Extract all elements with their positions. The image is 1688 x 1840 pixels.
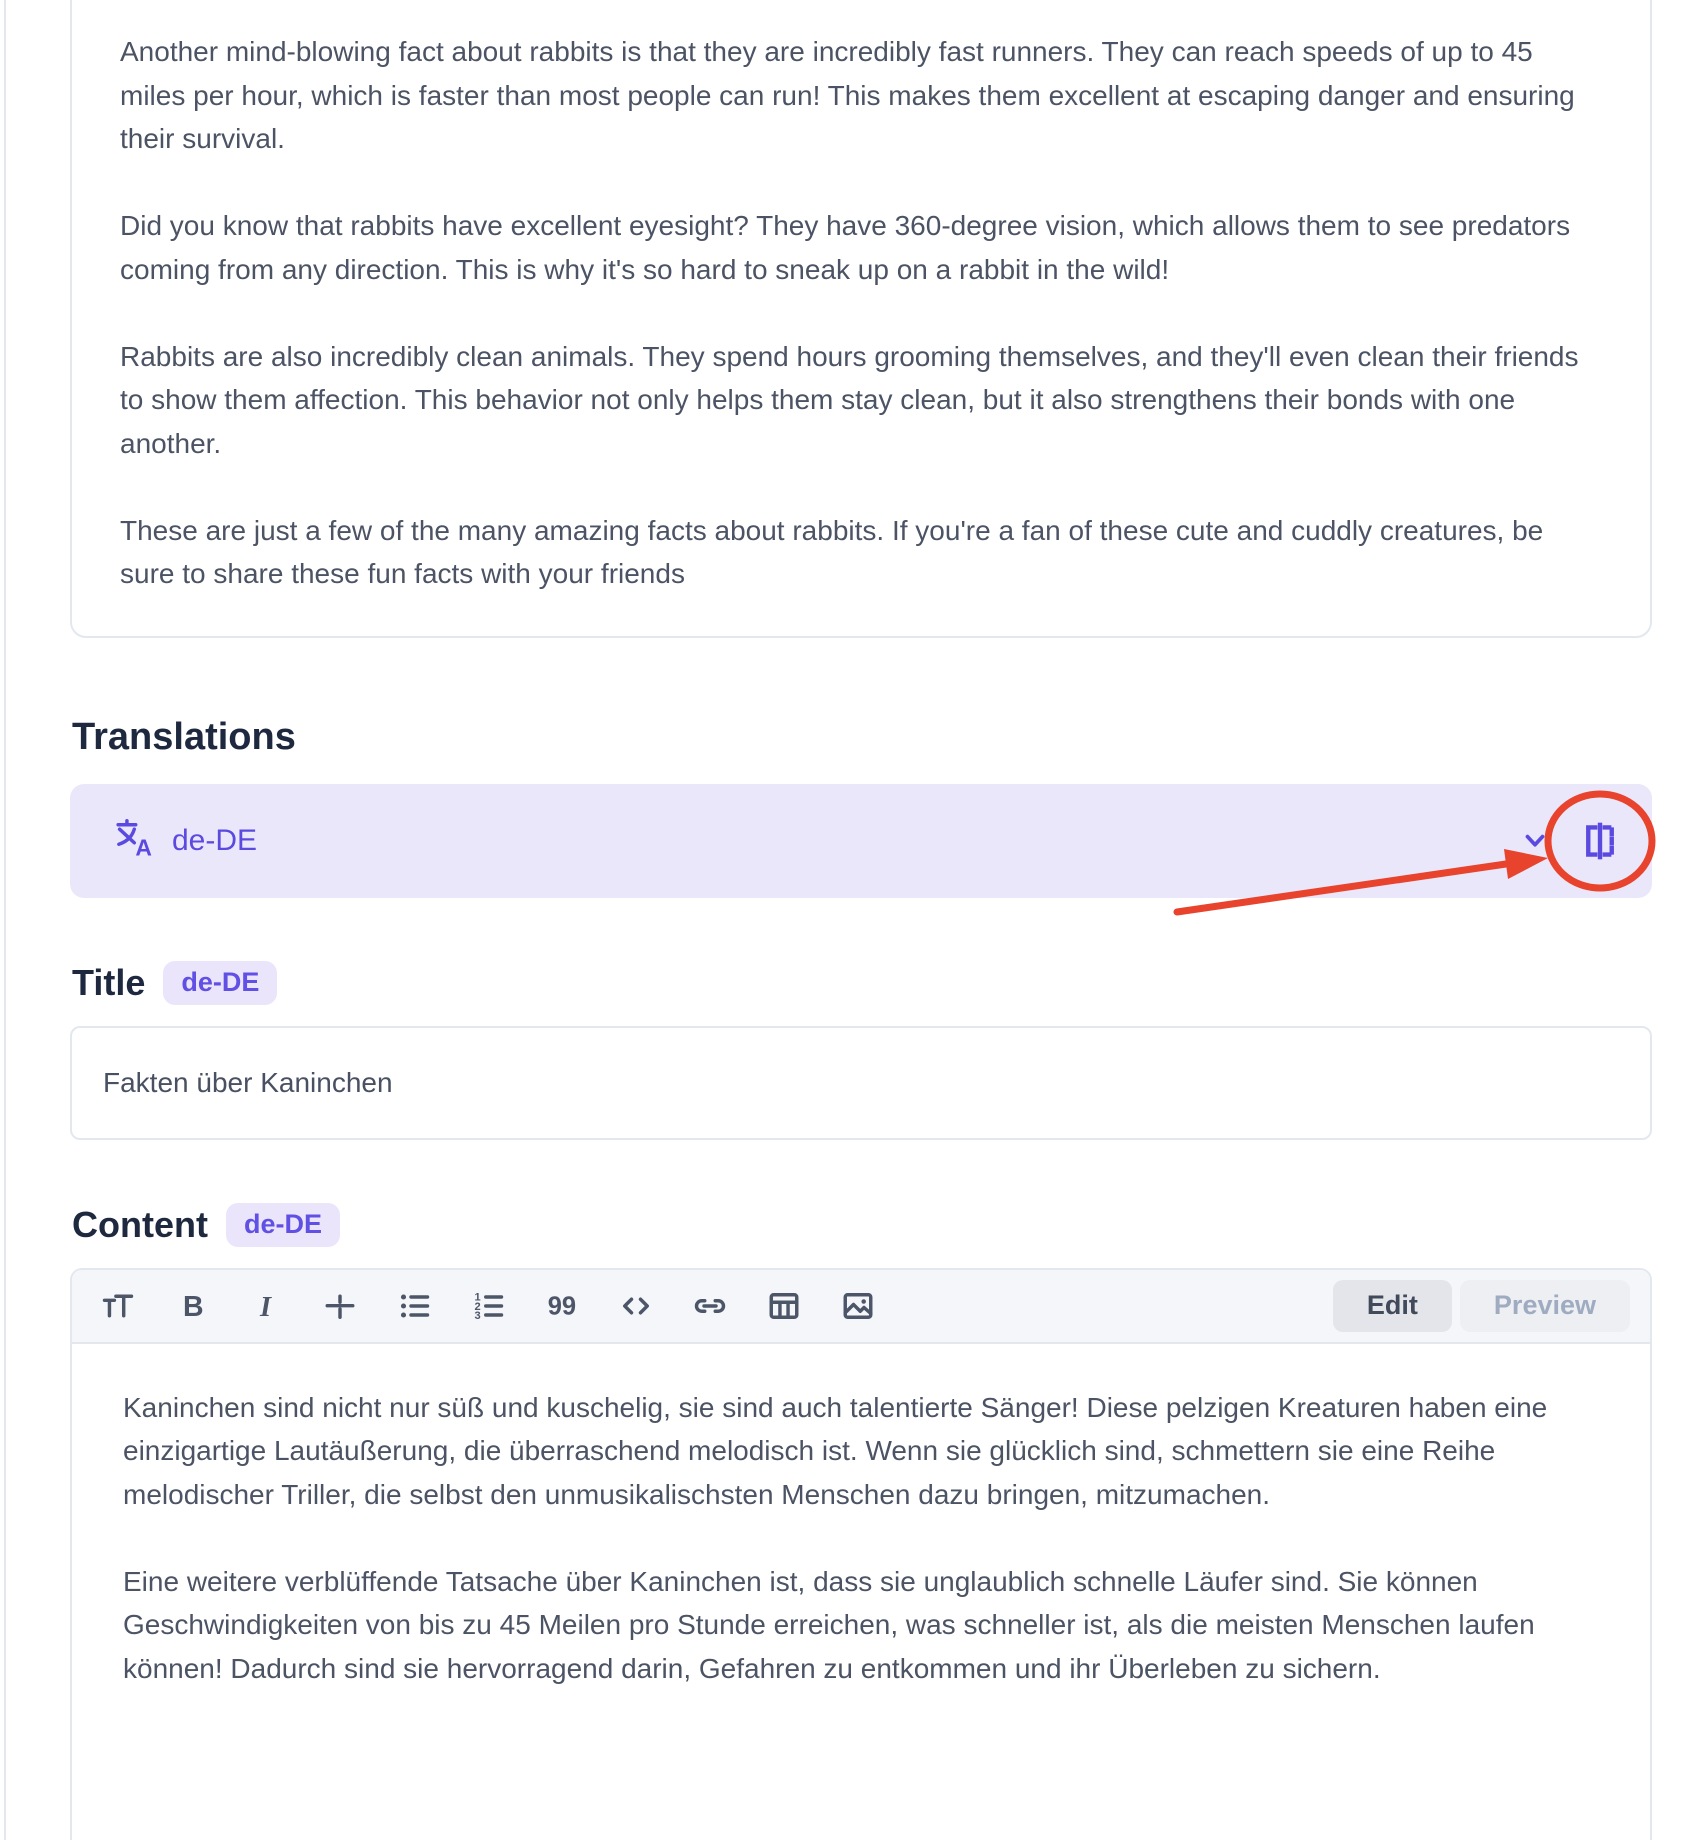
link-icon — [692, 1288, 728, 1324]
title-locale-badge: de-DE — [163, 961, 277, 1005]
toolbar-image-button[interactable] — [836, 1277, 880, 1335]
code-icon — [618, 1288, 654, 1324]
toolbar-italic-button[interactable] — [244, 1277, 288, 1335]
svg-text:99: 99 — [547, 1291, 577, 1320]
chevron-down-icon[interactable] — [1520, 826, 1550, 856]
image-icon — [840, 1288, 876, 1324]
preview-mode-button[interactable]: Preview — [1460, 1280, 1630, 1332]
svg-text:1: 1 — [474, 1291, 481, 1304]
translation-locale-bar[interactable] — [70, 784, 1652, 898]
toolbar-icon-group — [96, 1277, 910, 1335]
toolbar-text-size-button[interactable] — [96, 1277, 140, 1335]
svg-text:B: B — [183, 1290, 204, 1323]
edit-mode-button[interactable]: Edit — [1333, 1280, 1452, 1332]
svg-text:3: 3 — [474, 1309, 481, 1322]
rich-text-editor — [70, 1268, 1652, 1840]
text-size-icon — [100, 1288, 136, 1324]
content-field-header — [72, 1202, 1652, 1248]
svg-text:A: A — [135, 834, 152, 860]
panel-divider — [4, 0, 6, 1840]
side-by-side-view-icon[interactable] — [1578, 817, 1622, 865]
paragraph: Kaninchen sind nicht nur süß und kuschelig, sie sind auch talentierte Sänger! Diese pelzigen Kreaturen haben eine einzigartige Lautäußerung, die überraschend melodisch ist. Wenn sie glücklich sind, schmettern sie eine Reihe melodischer Triller, die selbst den unmusikalischsten Menschen dazu bringen, mitzumachen. — [123, 1391, 1548, 1510]
svg-text:2: 2 — [474, 1300, 481, 1313]
toolbar-bulleted-list-button[interactable] — [392, 1277, 436, 1335]
editor-toolbar — [72, 1270, 1650, 1344]
editor-mode-switch — [1333, 1280, 1630, 1332]
toolbar-bold-button[interactable] — [170, 1277, 214, 1335]
table-icon — [766, 1288, 802, 1324]
toolbar-numbered-list-button[interactable] — [466, 1277, 510, 1335]
paragraph: Eine weitere verblüffende Tatsache über Kaninchen ist, dass sie unglaublich schnelle Läufer sind. Sie können Geschwindigkeiten von bis zu 45 Meilen pro Stunde erreichen, was schneller ist, als die meisten Menschen laufen können! Dadurch sind sie hervorragend darin, Gefahren zu entkommen und ihr Überleben zu sichern. — [123, 1565, 1535, 1684]
bulleted-list-icon — [396, 1288, 432, 1324]
paragraph: Did you know that rabbits have excellent eyesight? They have 360-degree vision, which allows them to see predators coming from any direction. This is why it's so hard to sneak up on a rabbit in the wild! — [120, 210, 1571, 285]
content-locale-badge: de-DE — [226, 1203, 340, 1247]
toolbar-table-button[interactable] — [762, 1277, 806, 1335]
paragraph: Rabbits are also incredibly clean animals. They spend hours grooming themselves, and they'll even clean their friends to show them affection. This behavior not only helps them stay clean, but it also strengthens their bonds with one another. — [120, 340, 1579, 459]
svg-text:I: I — [260, 1291, 272, 1323]
main-column — [70, 0, 1652, 1840]
source-content-textbox[interactable] — [70, 0, 1652, 638]
title-field-label: Title — [72, 961, 146, 1003]
title-field-header — [72, 960, 1652, 1006]
toolbar-code-button[interactable] — [614, 1277, 658, 1335]
italic-icon — [248, 1288, 284, 1324]
selected-locale-label: de-DE — [172, 823, 258, 857]
toolbar-link-button[interactable] — [688, 1277, 732, 1335]
paragraph: These are just a few of the many amazing facts about rabbits. If you're a fan of these cute and cuddly creatures, be sure to share these fun facts with your friends — [120, 514, 1544, 589]
bold-icon — [174, 1288, 210, 1324]
toolbar-blockquote-button[interactable] — [540, 1277, 584, 1335]
blockquote-icon — [544, 1288, 580, 1324]
translations-heading: Translations — [72, 715, 296, 758]
paragraph: Another mind-blowing fact about rabbits is that they are incredibly fast runners. They can reach speeds of up to 45 miles per hour, which is faster than most people can run! This makes them excellent at escaping danger and ensuring their survival. — [120, 36, 1575, 154]
strikethrough-icon — [322, 1288, 358, 1324]
translate-icon — [112, 816, 158, 865]
content-editor-textbox[interactable] — [72, 1344, 1650, 1840]
title-input[interactable]: Fakten über Kaninchen — [70, 1026, 1652, 1140]
content-field-label: Content — [72, 1203, 208, 1245]
numbered-list-icon — [470, 1288, 506, 1324]
toolbar-strikethrough-button[interactable] — [318, 1277, 362, 1335]
